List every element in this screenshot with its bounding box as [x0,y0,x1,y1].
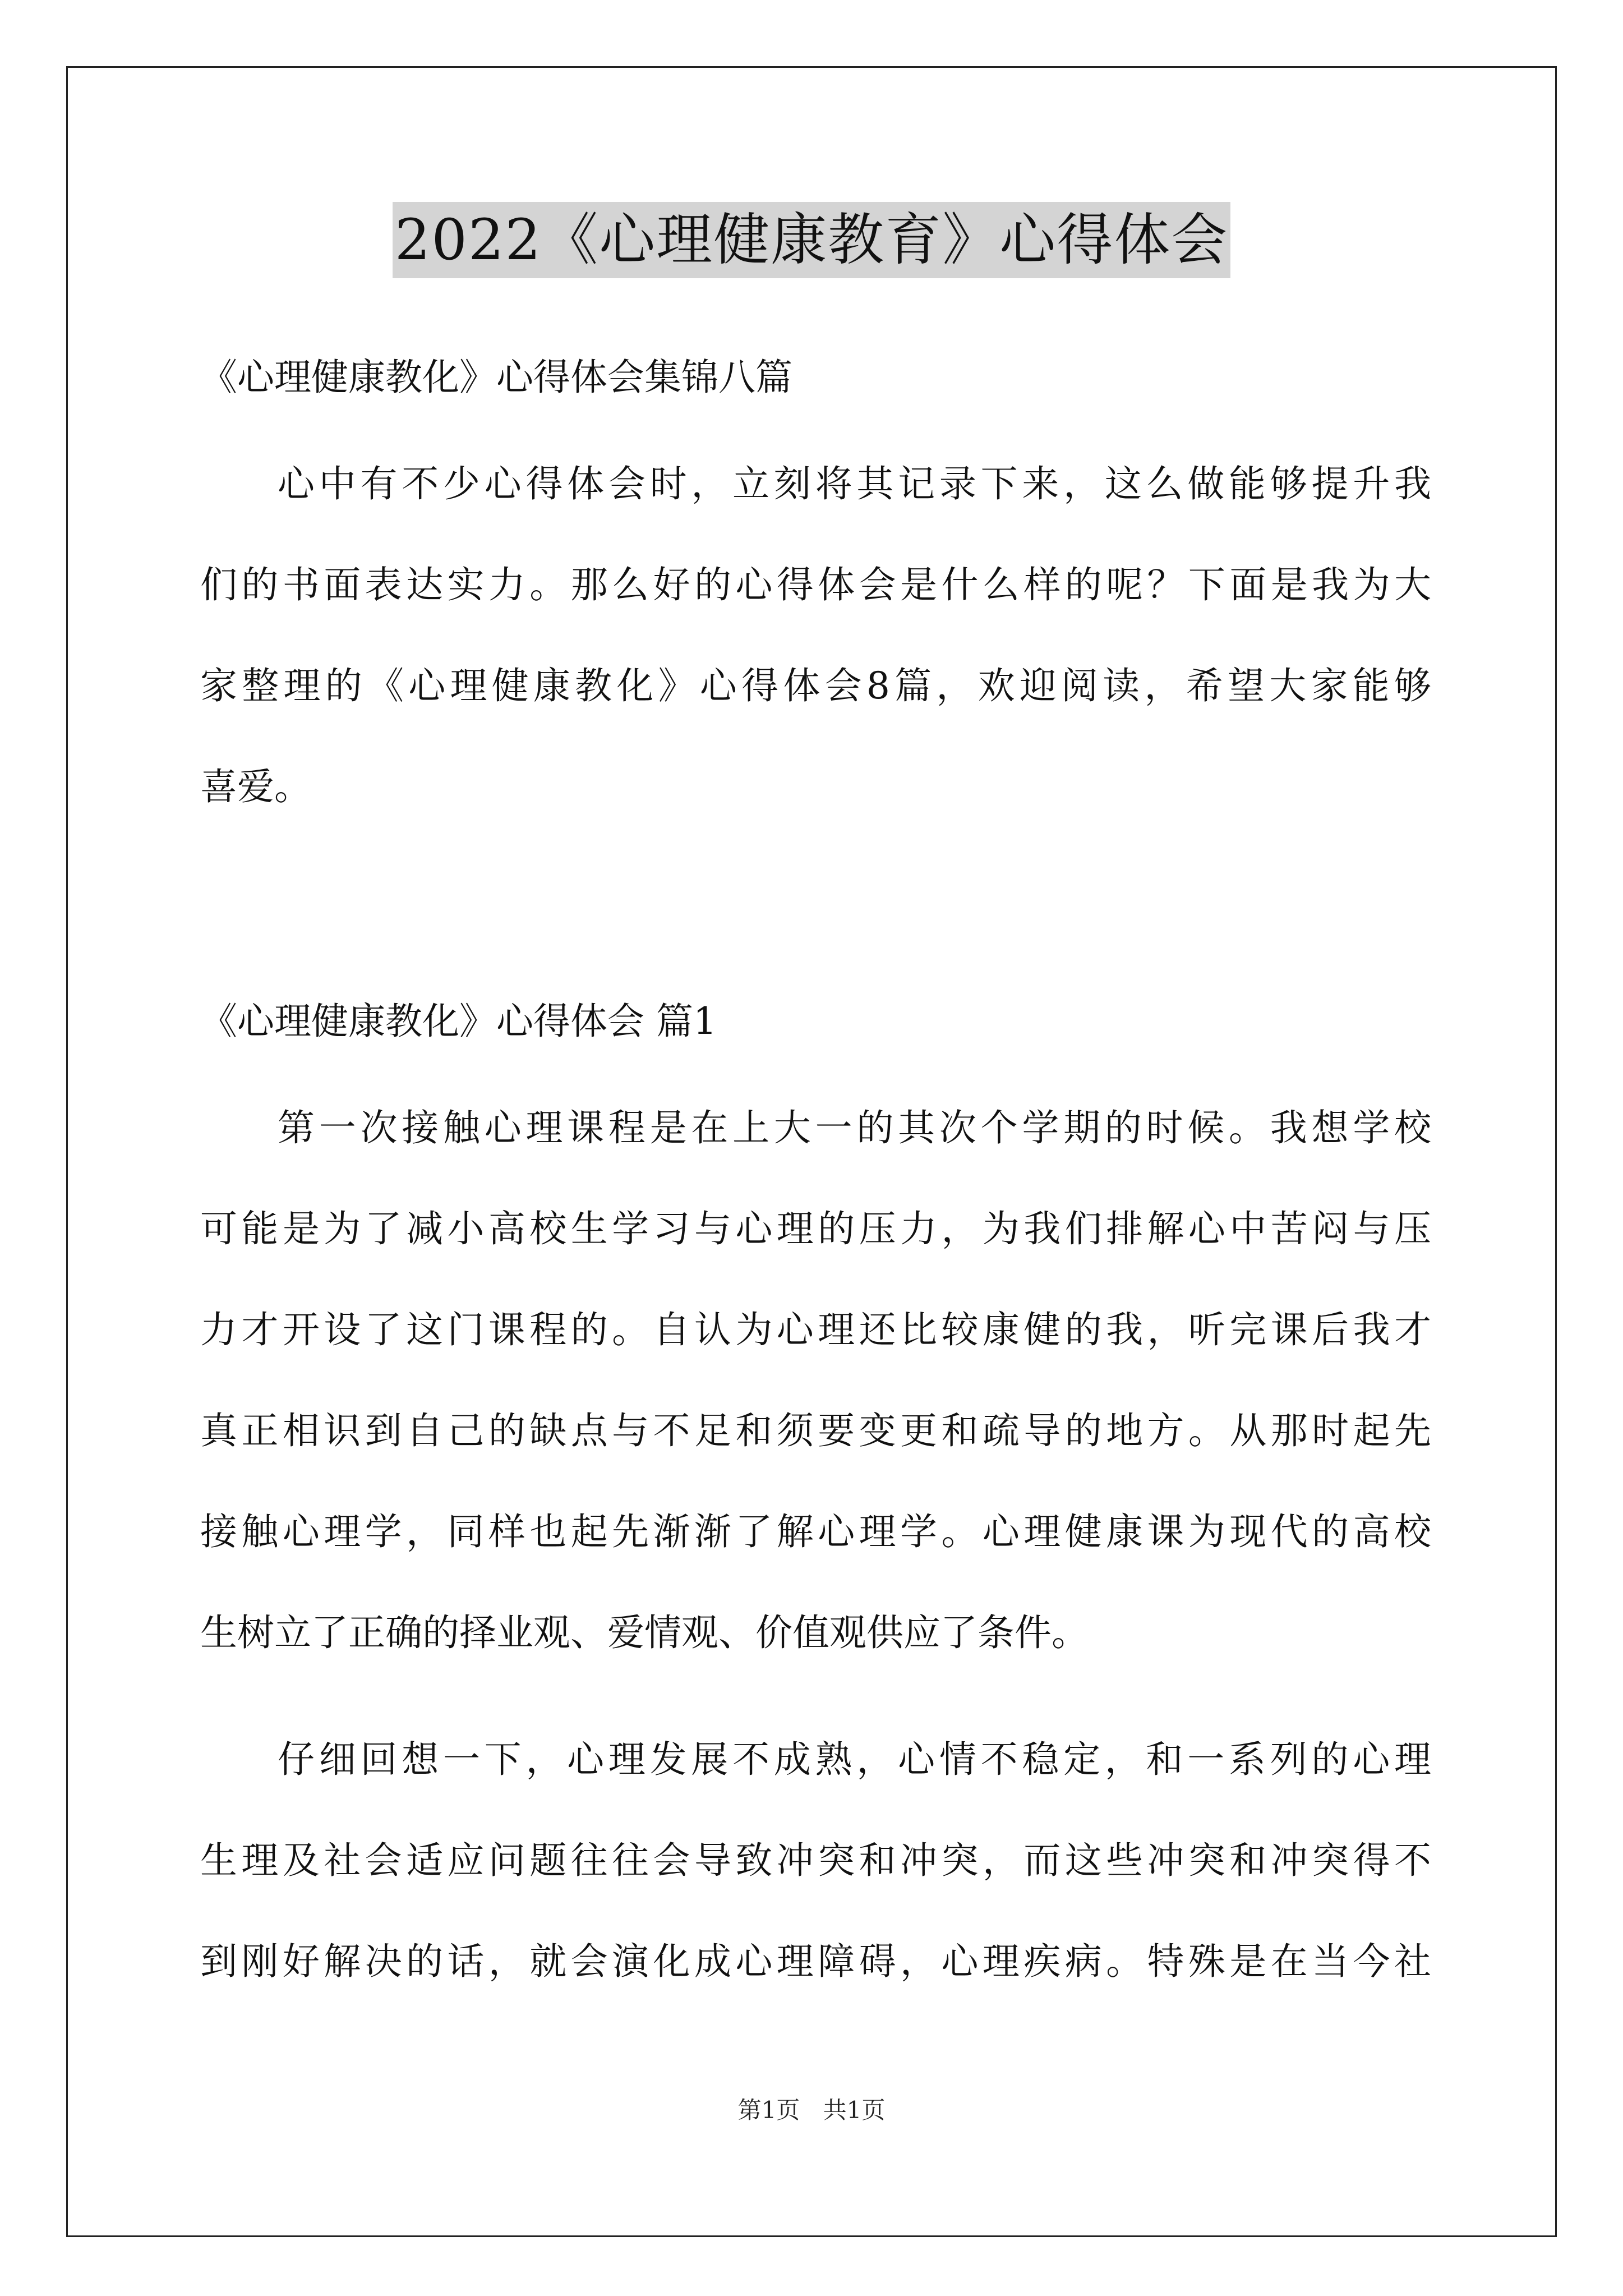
paragraph-line: 第一次接触心理课程是在上大一的其次个学期的时候。我想学校 [278,1106,1431,1149]
document-title: 2022《心理健康教育》心得体会 [393,202,1231,278]
paragraph-line: 力才开设了这门课程的。自认为心理还比较康健的我，听完课后我才 [200,1308,1431,1351]
title-container [0,202,1623,278]
paragraph-line: 仔细回想一下，心理发展不成熟，心情不稳定，和一系列的心理 [278,1738,1431,1781]
intro-line: 喜爱。 [200,765,311,808]
page-footer [0,2093,1623,2127]
document-subtitle: 《心理健康教化》心得体会集锦八篇 [200,356,792,399]
paragraph-line: 到刚好解决的话，就会演化成心理障碍，心理疾病。特殊是在当今社 [200,1940,1431,1983]
intro-line: 们的书面表达实力。那么好的心得体会是什么样的呢？下面是我为大 [200,563,1431,606]
paragraph-line: 接触心理学，同样也起先渐渐了解心理学。心理健康课为现代的高校 [200,1510,1431,1553]
paragraph-line: 生树立了正确的择业观、爱情观、价值观供应了条件。 [200,1611,1089,1654]
page-total: 共1页 [823,2096,886,2124]
page-number: 第1页 [737,2096,800,2124]
intro-line: 心中有不少心得体会时，立刻将其记录下来，这么做能够提升我 [278,462,1431,505]
paragraph-line: 可能是为了减小高校生学习与心理的压力，为我们排解心中苦闷与压 [200,1207,1431,1250]
paragraph-line: 真正相识到自己的缺点与不足和须要变更和疏导的地方。从那时起先 [200,1409,1431,1452]
section-heading: 《心理健康教化》心得体会 篇1 [200,1000,717,1043]
intro-line: 家整理的《心理健康教化》心得体会8篇，欢迎阅读，希望大家能够 [200,664,1431,707]
paragraph-line: 生理及社会适应问题往往会导致冲突和冲突，而这些冲突和冲突得不 [200,1839,1431,1882]
